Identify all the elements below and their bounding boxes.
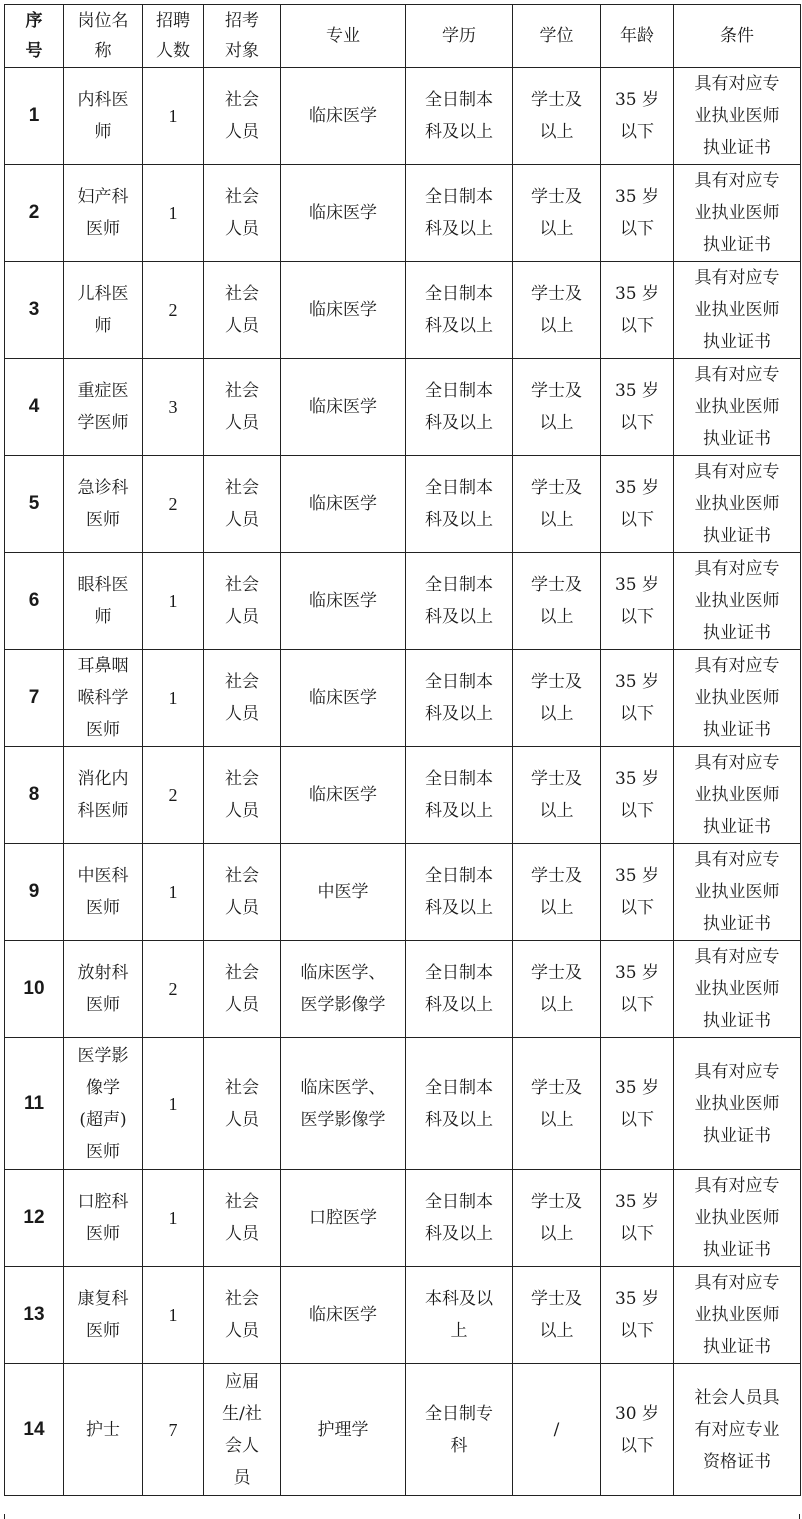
header-count: 招聘 人数 [143, 5, 204, 68]
target-cell: 应届 生/社 会人 员 [204, 1364, 281, 1496]
count-cell: 2 [143, 262, 204, 359]
age-cell: 35 岁 以下 [601, 1267, 674, 1364]
major-cell: 临床医学 [281, 650, 406, 747]
major-cell: 临床医学 [281, 553, 406, 650]
seq-cell: 9 [5, 844, 64, 941]
seq-cell: 3 [5, 262, 64, 359]
table-row [5, 747, 801, 844]
education-cell: 全日制本 科及以上 [406, 844, 513, 941]
table-continuation [4, 1514, 800, 1519]
seq-cell: 1 [5, 68, 64, 165]
seq-cell: 7 [5, 650, 64, 747]
target-cell: 社会 人员 [204, 165, 281, 262]
major-cell: 临床医学、 医学影像学 [281, 1038, 406, 1170]
education-cell: 全日制本 科及以上 [406, 747, 513, 844]
degree-cell: 学士及 以上 [513, 1170, 601, 1267]
post-cell: 消化内 科医师 [64, 747, 143, 844]
table-body [5, 68, 801, 1496]
age-cell: 30 岁 以下 [601, 1364, 674, 1496]
condition-cell: 具有对应专 业执业医师 执业证书 [674, 844, 801, 941]
major-cell: 口腔医学 [281, 1170, 406, 1267]
condition-cell: 具有对应专 业执业医师 执业证书 [674, 941, 801, 1038]
degree-cell: 学士及 以上 [513, 553, 601, 650]
count-cell: 1 [143, 165, 204, 262]
age-cell: 35 岁 以下 [601, 650, 674, 747]
age-cell: 35 岁 以下 [601, 456, 674, 553]
education-cell: 全日制本 科及以上 [406, 68, 513, 165]
target-cell: 社会 人员 [204, 941, 281, 1038]
table-row [5, 68, 801, 165]
age-cell: 35 岁 以下 [601, 165, 674, 262]
condition-cell: 具有对应专 业执业医师 执业证书 [674, 1267, 801, 1364]
target-cell: 社会 人员 [204, 1038, 281, 1170]
education-cell: 全日制本 科及以上 [406, 262, 513, 359]
degree-cell: / [513, 1364, 601, 1496]
major-cell: 临床医学 [281, 262, 406, 359]
seq-cell: 14 [5, 1364, 64, 1496]
header-target: 招考 对象 [204, 5, 281, 68]
post-cell: 中医科 医师 [64, 844, 143, 941]
post-cell: 眼科医 师 [64, 553, 143, 650]
education-cell: 全日制本 科及以上 [406, 165, 513, 262]
table-row [5, 1267, 801, 1364]
count-cell: 1 [143, 844, 204, 941]
post-cell: 儿科医 师 [64, 262, 143, 359]
table-row [5, 1170, 801, 1267]
condition-cell: 具有对应专 业执业医师 执业证书 [674, 747, 801, 844]
degree-cell: 学士及 以上 [513, 1038, 601, 1170]
count-cell: 1 [143, 68, 204, 165]
table-row [5, 262, 801, 359]
age-cell: 35 岁 以下 [601, 262, 674, 359]
target-cell: 社会 人员 [204, 553, 281, 650]
table-row [5, 844, 801, 941]
degree-cell: 学士及 以上 [513, 844, 601, 941]
age-cell: 35 岁 以下 [601, 68, 674, 165]
count-cell: 2 [143, 456, 204, 553]
degree-cell: 学士及 以上 [513, 650, 601, 747]
count-cell: 1 [143, 1038, 204, 1170]
condition-cell: 具有对应专 业执业医师 执业证书 [674, 553, 801, 650]
age-cell: 35 岁 以下 [601, 553, 674, 650]
seq-cell: 11 [5, 1038, 64, 1170]
seq-cell: 13 [5, 1267, 64, 1364]
condition-cell: 社会人员具 有对应专业 资格证书 [674, 1364, 801, 1496]
target-cell: 社会 人员 [204, 1267, 281, 1364]
seq-cell: 8 [5, 747, 64, 844]
major-cell: 临床医学 [281, 747, 406, 844]
header-post: 岗位名 称 [64, 5, 143, 68]
degree-cell: 学士及 以上 [513, 68, 601, 165]
post-cell: 急诊科 医师 [64, 456, 143, 553]
header-degree: 学位 [513, 5, 601, 68]
degree-cell: 学士及 以上 [513, 1267, 601, 1364]
table-row [5, 553, 801, 650]
count-cell: 2 [143, 941, 204, 1038]
header-education: 学历 [406, 5, 513, 68]
post-cell: 耳鼻咽 喉科学 医师 [64, 650, 143, 747]
condition-cell: 具有对应专 业执业医师 执业证书 [674, 68, 801, 165]
post-cell: 医学影 像学 (超声) 医师 [64, 1038, 143, 1170]
condition-cell: 具有对应专 业执业医师 执业证书 [674, 262, 801, 359]
post-cell: 康复科 医师 [64, 1267, 143, 1364]
seq-cell: 4 [5, 359, 64, 456]
header-age: 年龄 [601, 5, 674, 68]
count-cell: 1 [143, 1170, 204, 1267]
count-cell: 1 [143, 553, 204, 650]
count-cell: 3 [143, 359, 204, 456]
target-cell: 社会 人员 [204, 650, 281, 747]
target-cell: 社会 人员 [204, 262, 281, 359]
education-cell: 全日制本 科及以上 [406, 650, 513, 747]
target-cell: 社会 人员 [204, 359, 281, 456]
post-cell: 口腔科 医师 [64, 1170, 143, 1267]
seq-cell: 10 [5, 941, 64, 1038]
condition-cell: 具有对应专 业执业医师 执业证书 [674, 359, 801, 456]
post-cell: 妇产科 医师 [64, 165, 143, 262]
count-cell: 7 [143, 1364, 204, 1496]
condition-cell: 具有对应专 业执业医师 执业证书 [674, 1038, 801, 1170]
education-cell: 全日制本 科及以上 [406, 941, 513, 1038]
seq-cell: 5 [5, 456, 64, 553]
seq-cell: 12 [5, 1170, 64, 1267]
major-cell: 临床医学 [281, 68, 406, 165]
target-cell: 社会 人员 [204, 747, 281, 844]
age-cell: 35 岁 以下 [601, 844, 674, 941]
table-row [5, 1038, 801, 1170]
target-cell: 社会 人员 [204, 1170, 281, 1267]
degree-cell: 学士及 以上 [513, 456, 601, 553]
table-row [5, 650, 801, 747]
education-cell: 全日制专 科 [406, 1364, 513, 1496]
header-row [5, 5, 801, 68]
major-cell: 中医学 [281, 844, 406, 941]
degree-cell: 学士及 以上 [513, 941, 601, 1038]
count-cell: 2 [143, 747, 204, 844]
education-cell: 本科及以 上 [406, 1267, 513, 1364]
education-cell: 全日制本 科及以上 [406, 553, 513, 650]
seq-cell: 6 [5, 553, 64, 650]
major-cell: 临床医学 [281, 359, 406, 456]
condition-cell: 具有对应专 业执业医师 执业证书 [674, 650, 801, 747]
target-cell: 社会 人员 [204, 844, 281, 941]
major-cell: 临床医学 [281, 165, 406, 262]
degree-cell: 学士及 以上 [513, 165, 601, 262]
header-major: 专业 [281, 5, 406, 68]
degree-cell: 学士及 以上 [513, 262, 601, 359]
education-cell: 全日制本 科及以上 [406, 359, 513, 456]
table-row [5, 1364, 801, 1496]
post-cell: 内科医 师 [64, 68, 143, 165]
major-cell: 临床医学 [281, 1267, 406, 1364]
table-row [5, 941, 801, 1038]
post-cell: 护士 [64, 1364, 143, 1496]
target-cell: 社会 人员 [204, 68, 281, 165]
recruitment-table [4, 4, 801, 1496]
major-cell: 临床医学 [281, 456, 406, 553]
age-cell: 35 岁 以下 [601, 1038, 674, 1170]
header-condition: 条件 [674, 5, 801, 68]
count-cell: 1 [143, 1267, 204, 1364]
table-row [5, 165, 801, 262]
age-cell: 35 岁 以下 [601, 941, 674, 1038]
condition-cell: 具有对应专 业执业医师 执业证书 [674, 165, 801, 262]
age-cell: 35 岁 以下 [601, 747, 674, 844]
table-row [5, 359, 801, 456]
count-cell: 1 [143, 650, 204, 747]
table-row [5, 456, 801, 553]
age-cell: 35 岁 以下 [601, 359, 674, 456]
education-cell: 全日制本 科及以上 [406, 1038, 513, 1170]
condition-cell: 具有对应专 业执业医师 执业证书 [674, 1170, 801, 1267]
major-cell: 临床医学、 医学影像学 [281, 941, 406, 1038]
education-cell: 全日制本 科及以上 [406, 456, 513, 553]
post-cell: 重症医 学医师 [64, 359, 143, 456]
target-cell: 社会 人员 [204, 456, 281, 553]
seq-cell: 2 [5, 165, 64, 262]
major-cell: 护理学 [281, 1364, 406, 1496]
degree-cell: 学士及 以上 [513, 359, 601, 456]
education-cell: 全日制本 科及以上 [406, 1170, 513, 1267]
header-seq: 序 号 [5, 5, 64, 68]
condition-cell: 具有对应专 业执业医师 执业证书 [674, 456, 801, 553]
degree-cell: 学士及 以上 [513, 747, 601, 844]
age-cell: 35 岁 以下 [601, 1170, 674, 1267]
post-cell: 放射科 医师 [64, 941, 143, 1038]
